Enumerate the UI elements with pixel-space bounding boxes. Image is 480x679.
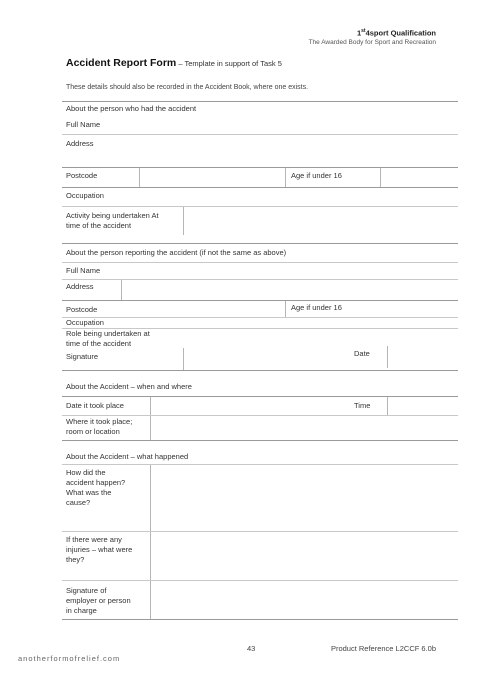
cell-divider	[183, 207, 184, 235]
product-reference: Product Reference L2CCF 6.0b	[330, 644, 436, 653]
qualification-title: 1st4sport Qualification	[356, 28, 436, 38]
form-title: Accident Report Form – Template in support of Task 5	[66, 57, 282, 69]
reporter-address-label: Address	[66, 282, 94, 291]
reporter-age-label: Age if under 16	[291, 303, 342, 312]
row-divider	[62, 206, 458, 207]
cell-divider	[387, 346, 388, 368]
activity-label: Activity being undertaken At time of the accident	[66, 211, 159, 230]
row-divider	[62, 580, 458, 581]
row-divider	[62, 464, 458, 465]
form-bottom-border	[62, 619, 458, 620]
section-heading-when-where: About the Accident – when and where	[66, 382, 192, 391]
section-divider	[62, 101, 458, 102]
cell-divider	[387, 397, 388, 415]
reporter-postcode-label: Postcode	[66, 305, 98, 314]
cell-divider	[285, 301, 286, 317]
section-divider	[62, 370, 458, 371]
address-label: Address	[66, 139, 94, 148]
cell-divider	[139, 168, 140, 187]
time-label: Time	[354, 401, 371, 410]
role-label: Role being undertaken at time of the accident	[66, 329, 150, 348]
form-intro: These details should also be recorded in the Accident Book, where one exists.	[66, 84, 309, 91]
section-divider	[62, 243, 458, 244]
cell-divider	[183, 348, 184, 370]
where-label: Where it took place; room or location	[66, 417, 133, 436]
reporter-occupation-label: Occupation	[66, 318, 104, 327]
occupation-label: Occupation	[66, 191, 104, 200]
date-took-place-label: Date it took place	[66, 401, 124, 410]
row-divider	[62, 262, 458, 263]
reporter-signature-label: Signature	[66, 352, 99, 361]
cell-divider	[150, 416, 151, 440]
cell-divider	[285, 168, 286, 187]
cell-divider	[150, 465, 151, 531]
awarding-body: The Awarded Body for Sport and Recreation	[308, 39, 436, 46]
injuries-label: If there were any injuries – what were they?	[66, 535, 133, 564]
section-heading-what-happened: About the Accident – what happened	[66, 452, 189, 461]
reporter-full-name-label: Full Name	[66, 266, 101, 275]
reporter-date-label: Date	[354, 349, 370, 358]
cell-divider	[150, 532, 151, 580]
how-happened-label: How did the accident happen? What was the cause?	[66, 468, 126, 507]
cell-divider	[380, 168, 381, 187]
row-divider	[62, 317, 458, 318]
section-heading-person: About the person who had the accident	[66, 104, 197, 113]
employer-signature-label: Signature of employer or person in charge	[66, 586, 131, 615]
postcode-label: Postcode	[66, 171, 98, 180]
cell-divider	[150, 581, 151, 619]
row-divider	[62, 531, 458, 532]
watermark: anotherformofrelief.com	[18, 654, 121, 663]
row-divider	[62, 167, 458, 168]
row-divider	[62, 187, 458, 188]
row-divider	[62, 396, 458, 397]
full-name-label: Full Name	[66, 120, 101, 129]
row-divider	[62, 300, 458, 301]
section-divider	[62, 440, 458, 441]
row-divider	[62, 134, 458, 135]
cell-divider	[150, 397, 151, 415]
cell-divider	[121, 280, 122, 300]
page-number: 43	[247, 644, 256, 653]
age-label: Age if under 16	[291, 171, 342, 180]
row-divider	[62, 415, 458, 416]
section-heading-reporter: About the person reporting the accident (if not the same as above)	[66, 248, 287, 257]
